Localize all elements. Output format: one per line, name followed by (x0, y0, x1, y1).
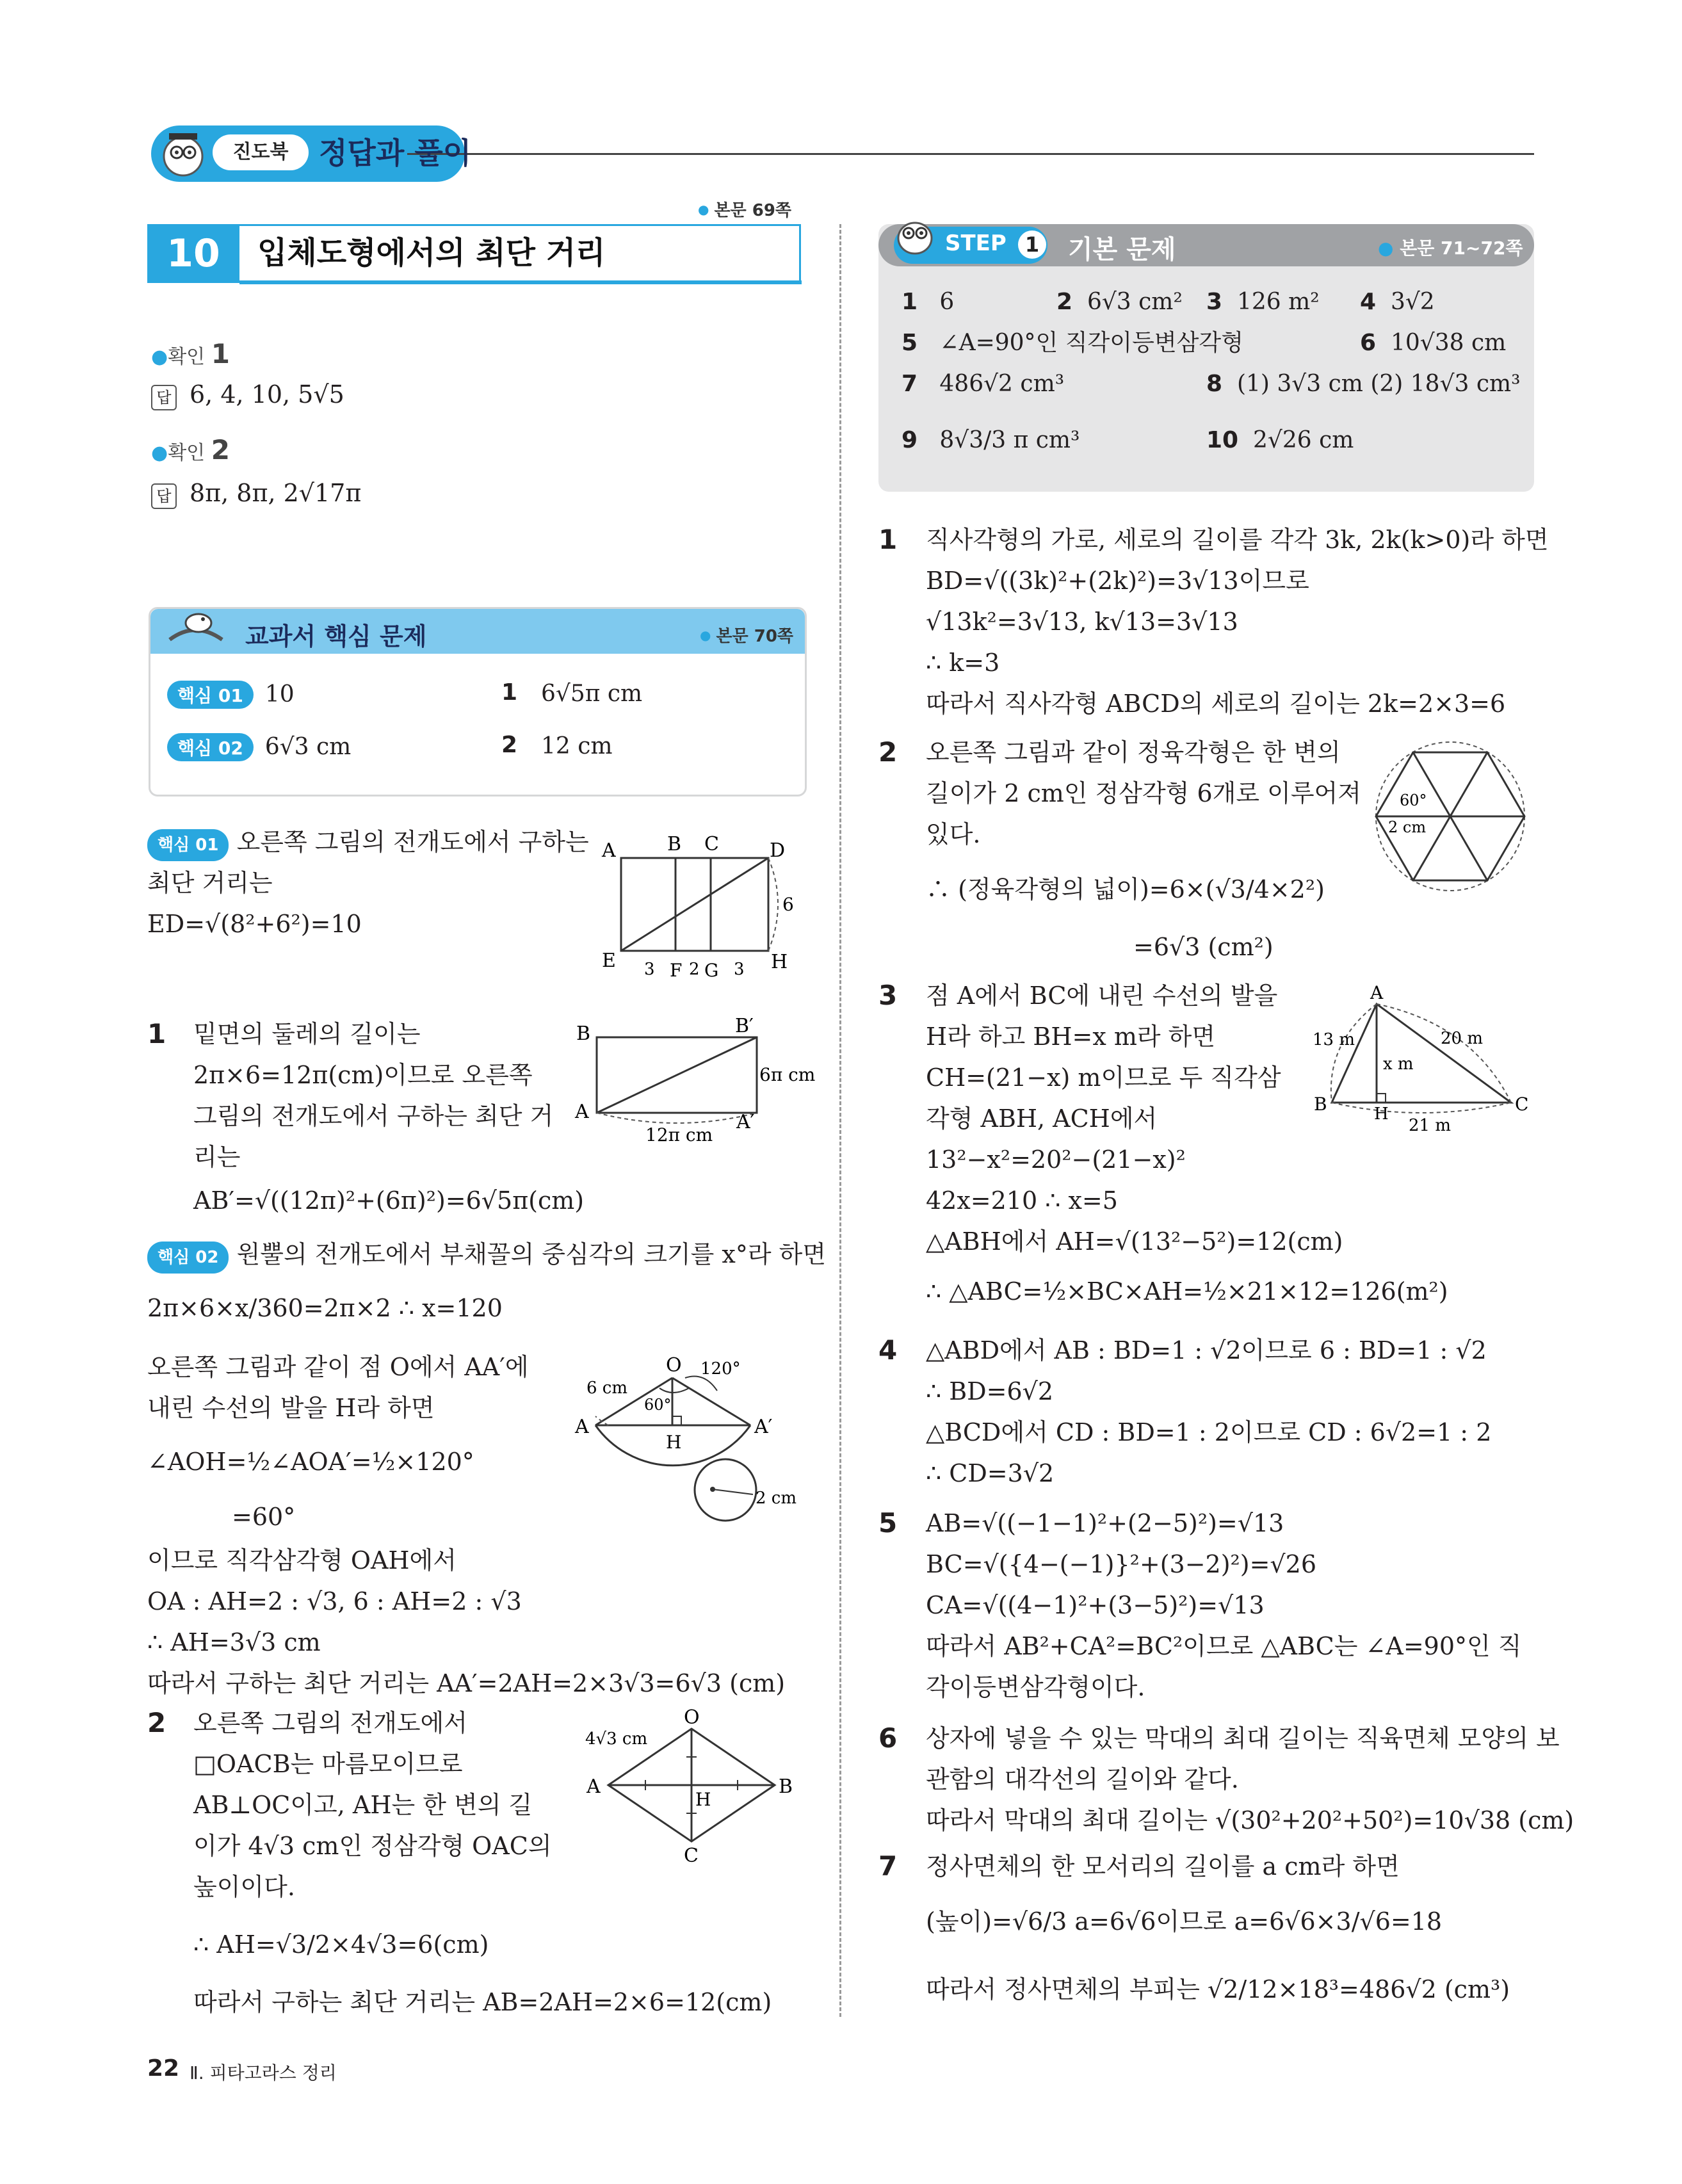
right-prob4-line2: ∴ BD=6√2 (926, 1377, 1054, 1405)
svg-text:A: A (575, 1416, 589, 1438)
section-ref: ● 본문 69쪽 (698, 197, 791, 221)
right-prob3-line2: H라 하고 BH=x m라 하면 (926, 1023, 1216, 1051)
core02-line7: 이므로 직각삼각형 OAH에서 (147, 1546, 457, 1574)
right-prob3-line7: △ABH에서 AH=√(13²−5²)=12(cm) (926, 1227, 1343, 1256)
core-tag: 핵심 02 (167, 733, 254, 761)
right-prob3-num: 3 (878, 980, 898, 1011)
right-prob2-num: 2 (878, 736, 898, 768)
owl-icon (156, 127, 210, 181)
right-prob1-line4: ∴ k=3 (926, 649, 1000, 677)
right-prob1-line1: 직사각형의 가로, 세로의 길이를 각각 3k, 2k(k>0)라 하면 (926, 526, 1549, 554)
right-prob1-line2: BD=√((3k)²+(2k)²)=3√13이므로 (926, 567, 1309, 595)
core-box-ref: ● 본문 70쪽 (700, 623, 793, 647)
page-number: 22 (147, 2055, 180, 2082)
step-ans-2: 2 6√3 cm² (1056, 289, 1183, 315)
core-row-2-ans: 12 cm (541, 733, 613, 759)
svg-text:G: G (704, 960, 719, 981)
svg-text:A: A (586, 1776, 601, 1798)
left-prob2-line7: 따라서 구하는 최단 거리는 AB=2AH=2×6=12(cm) (193, 1988, 772, 2016)
svg-text:A: A (602, 839, 616, 862)
right-prob2-line1: 오른쪽 그림과 같이 정육각형은 한 변의 (926, 738, 1341, 766)
core02-line4: 내린 수선의 발을 H라 하면 (147, 1394, 435, 1422)
right-prob3-line8: ∴ △ABC=½×BC×AH=½×21×12=126(m²) (926, 1277, 1448, 1306)
svg-text:60°: 60° (1400, 791, 1427, 809)
svg-text:21 m: 21 m (1409, 1116, 1452, 1135)
svg-text:A: A (575, 1101, 589, 1123)
right-prob5-line3: CA=√((4−1)²+(3−5)²)=√13 (926, 1591, 1265, 1619)
svg-text:60°: 60° (644, 1396, 672, 1414)
svg-text:C: C (704, 833, 719, 855)
core02-line8: OA : AH=2 : √3, 6 : AH=2 : √3 (147, 1587, 522, 1615)
core-box-title: 교과서 핵심 문제 (245, 622, 427, 651)
svg-text:13 m: 13 m (1313, 1030, 1355, 1049)
step-ans-6: 6 10√38 cm (1360, 330, 1507, 356)
core02-line3: 오른쪽 그림과 같이 점 O에서 AA′에 (147, 1353, 529, 1381)
svg-text:3: 3 (734, 960, 745, 979)
step-ans-8: 8 (1) 3√3 cm (2) 18√3 cm³ (1206, 371, 1521, 397)
left-prob2-num: 2 (147, 1707, 166, 1738)
right-prob6-num: 6 (878, 1722, 898, 1754)
svg-text:120°: 120° (700, 1359, 741, 1379)
core02-line6: =60° (232, 1503, 296, 1531)
right-prob5-num: 5 (878, 1507, 898, 1539)
right-prob3-line3: CH=(21−x) m이므로 두 직각삼 (926, 1064, 1281, 1092)
right-prob2-line5: =6√3 (cm²) (1133, 933, 1274, 961)
right-prob3-line6: 42x=210 ∴ x=5 (926, 1186, 1118, 1215)
cylinder-net-figure (563, 1015, 816, 1146)
left-prob1-num: 1 (147, 1018, 166, 1049)
step-ans-5: 5 ∠A=90°인 직각이등변삼각형 (902, 330, 1243, 356)
left-prob2-line2: □OACB는 마름모이므로 (193, 1750, 463, 1778)
left-prob1-line4: 리는 (193, 1143, 241, 1171)
step-ref: ● 본문 71~72쪽 (1378, 238, 1523, 259)
owl-icon (893, 213, 937, 257)
svg-text:2 cm: 2 cm (1388, 818, 1427, 836)
svg-text:H: H (771, 951, 788, 973)
core02-line2: 2π×6×x/360=2π×2 ∴ x=120 (147, 1294, 503, 1322)
right-prob5-line2: BC=√({4−(−1)}²+(3−2)²)=√26 (926, 1550, 1317, 1578)
svg-text:B′: B′ (735, 1015, 754, 1037)
left-prob1-line3: 그림의 전개도에서 구하는 최단 거 (193, 1102, 554, 1130)
svg-text:6π cm: 6π cm (759, 1064, 816, 1085)
step-ans-7: 7 486√2 cm³ (902, 371, 1065, 397)
right-prob4-line3: △BCD에서 CD : BD=1 : 2이므로 CD : 6√2=1 : 2 (926, 1418, 1492, 1446)
svg-text:2 cm: 2 cm (756, 1489, 797, 1508)
svg-text:4√3 cm: 4√3 cm (585, 1729, 648, 1749)
hexagon-figure (1370, 736, 1530, 896)
step-ans-10: 10 2√26 cm (1206, 427, 1354, 453)
svg-text:A′: A′ (736, 1111, 755, 1133)
cone-net-figure (563, 1352, 807, 1538)
answer-icon: 답 (151, 385, 177, 410)
answer-icon: 답 (151, 483, 177, 509)
svg-text:O: O (666, 1354, 682, 1377)
core-row-1-ans: 6√5π cm (541, 681, 643, 707)
section-title: 입체도형에서의 최단 거리 (257, 235, 606, 271)
right-prob1-num: 1 (878, 524, 898, 555)
svg-text:O: O (684, 1706, 700, 1729)
svg-text:F: F (670, 960, 683, 981)
right-prob7-line2: (높이)=√6/3 a=6√6이므로 a=6√6×3/√6=18 (926, 1907, 1443, 1936)
svg-text:H: H (1374, 1104, 1389, 1124)
section-number: 10 (147, 224, 239, 283)
bird-icon (163, 601, 227, 652)
core-row-1-num: 1 (501, 679, 518, 706)
step-ans-1: 1 6 (902, 289, 955, 315)
check-1-answer: 답 6, 4, 10, 5√5 (151, 380, 344, 410)
step-box (878, 224, 1534, 492)
right-prob3-line1: 점 A에서 BC에 내린 수선의 발을 (926, 982, 1278, 1010)
core-row-1: 핵심 01 10 (167, 681, 295, 709)
right-prob5-line4: 따라서 AB²+CA²=BC²이므로 △ABC는 ∠A=90°인 직 (926, 1632, 1522, 1660)
left-prob2-line3: AB⊥OC이고, AH는 한 변의 길 (193, 1791, 533, 1819)
svg-text:A′: A′ (754, 1416, 773, 1438)
section-title-box (147, 224, 802, 283)
right-prob6-line2: 관함의 대각선의 길이와 같다. (926, 1765, 1239, 1793)
left-prob1-line1: 밑면의 둘레의 길이는 (193, 1020, 421, 1048)
rhombus-figure (576, 1706, 807, 1870)
core02-line1: 핵심 02 원뿔의 전개도에서 부채꼴의 중심각의 크기를 x°라 하면 (147, 1240, 826, 1274)
check-2-label: ●확인 2 (151, 434, 230, 465)
right-prob4-line1: △ABD에서 AB : BD=1 : √2이므로 6 : BD=1 : √2 (926, 1336, 1487, 1364)
svg-text:6: 6 (782, 894, 794, 915)
core01-line2: 최단 거리는 (147, 869, 273, 897)
svg-text:12π cm: 12π cm (645, 1124, 713, 1145)
step-number: 1 (1018, 231, 1046, 259)
column-divider (839, 224, 841, 2017)
right-prob2-line4: ∴ (정육각형의 넓이)=6×(√3/4×2²) (926, 875, 1325, 903)
unfolded-rectangle-figure (589, 832, 807, 980)
right-prob1-line3: √13k²=3√13, k√13=3√13 (926, 608, 1238, 636)
check-1-label: ●확인 1 (151, 338, 230, 369)
right-prob6-line1: 상자에 넣을 수 있는 막대의 최대 길이는 직육면체 모양의 보 (926, 1724, 1560, 1752)
left-prob2-line4: 이가 4√3 cm인 정삼각형 OAC의 (193, 1832, 552, 1860)
svg-text:B: B (576, 1023, 591, 1045)
right-prob2-line2: 길이가 2 cm인 정삼각형 6개로 이루어져 (926, 779, 1361, 807)
core-problem-box (149, 607, 807, 797)
check-2-answer: 답 8π, 8π, 2√17π (151, 479, 361, 509)
right-prob7-num: 7 (878, 1850, 898, 1882)
step-ans-4: 4 3√2 (1360, 289, 1435, 315)
left-prob2-line5: 높이이다. (193, 1873, 295, 1901)
svg-text:x m: x m (1383, 1055, 1414, 1074)
left-prob1-line5: AB′=√((12π)²+(6π)²)=6√5π(cm) (193, 1186, 585, 1215)
right-prob6-line3: 따라서 막대의 최대 길이는 √(30²+20²+50²)=10√38 (cm) (926, 1806, 1574, 1834)
svg-text:B: B (779, 1776, 793, 1798)
right-prob4-num: 4 (878, 1334, 898, 1366)
step-ans-3: 3 126 m² (1206, 289, 1320, 315)
header-title: 정답과 풀이 (319, 136, 472, 170)
svg-text:2: 2 (689, 960, 700, 979)
core01-line3: ED=√(8²+6²)=10 (147, 910, 362, 938)
core02-line5: ∠AOH=½∠AOA′=½×120° (147, 1448, 474, 1476)
core01-line1: 핵심 01 오른쪽 그림의 전개도에서 구하는 (147, 827, 589, 861)
core-row-2: 핵심 02 6√3 cm (167, 733, 351, 761)
svg-text:H: H (666, 1432, 682, 1453)
svg-text:B: B (1314, 1094, 1327, 1115)
core-row-2-num: 2 (501, 732, 518, 758)
svg-text:6 cm: 6 cm (586, 1379, 628, 1398)
right-prob3-line5: 13²−x²=20²−(21−x)² (926, 1145, 1186, 1174)
svg-text:E: E (602, 950, 616, 972)
right-prob5-line5: 각이등변삼각형이다. (926, 1673, 1145, 1701)
left-prob2-line1: 오른쪽 그림의 전개도에서 (193, 1709, 467, 1737)
svg-text:C: C (1515, 1094, 1529, 1115)
svg-text:A: A (1370, 982, 1384, 1003)
svg-text:B: B (667, 833, 682, 855)
header-bar (151, 125, 1534, 182)
step-label: STEP (945, 231, 1007, 256)
svg-text:C: C (684, 1845, 699, 1867)
svg-text:3: 3 (644, 960, 655, 979)
chapter-label: Ⅱ. 피타고라스 정리 (190, 2062, 337, 2083)
header-badge: 진도북 (213, 134, 309, 170)
svg-text:H: H (695, 1789, 711, 1810)
step-title: 기본 문제 (1068, 235, 1176, 264)
svg-text:D: D (770, 839, 786, 862)
step-ans-9: 9 8√3/3 π cm³ (902, 427, 1080, 453)
right-prob7-line1: 정사면체의 한 모서리의 길이를 a cm라 하면 (926, 1852, 1400, 1881)
right-prob5-line1: AB=√((−1−1)²+(2−5)²)=√13 (926, 1509, 1284, 1537)
right-prob1-line5: 따라서 직사각형 ABCD의 세로의 길이는 2k=2×3=6 (926, 690, 1506, 718)
core02-line9: ∴ AH=3√3 cm (147, 1628, 321, 1656)
right-prob2-line3: 있다. (926, 820, 981, 848)
left-prob1-line2: 2π×6=12π(cm)이므로 오른쪽 (193, 1061, 533, 1089)
core-tag: 핵심 01 (167, 681, 254, 709)
svg-text:20 m: 20 m (1441, 1029, 1484, 1048)
left-prob2-line6: ∴ AH=√3/2×4√3=6(cm) (193, 1930, 489, 1959)
right-prob4-line4: ∴ CD=3√2 (926, 1459, 1055, 1487)
core02-line10: 따라서 구하는 최단 거리는 AA′=2AH=2×3√3=6√3 (cm) (147, 1669, 786, 1697)
right-prob3-line4: 각형 ABH, ACH에서 (926, 1104, 1158, 1133)
right-prob7-line3: 따라서 정사면체의 부피는 √2/12×18³=486√2 (cm³) (926, 1975, 1510, 2003)
triangle-figure (1313, 982, 1530, 1140)
